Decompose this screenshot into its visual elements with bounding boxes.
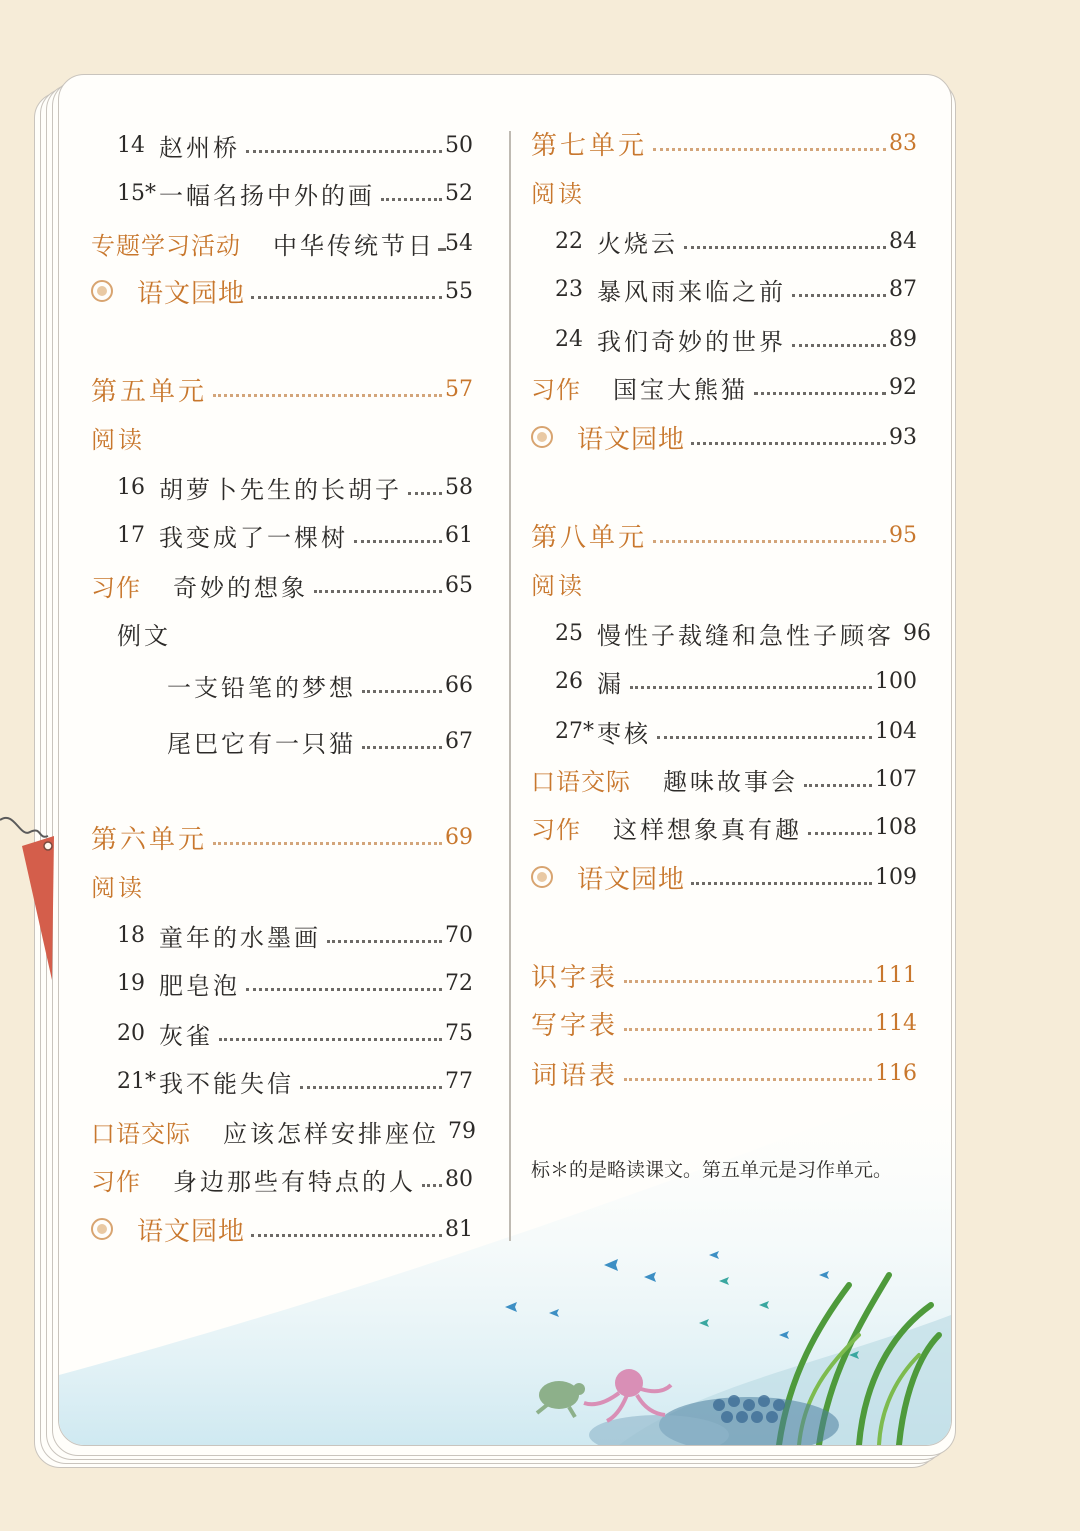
toc-entry[interactable]	[167, 663, 473, 707]
unit-heading[interactable]	[531, 953, 917, 997]
entry-title: 趣味故事会	[663, 767, 798, 796]
circle-bullet-icon	[531, 866, 553, 888]
toc-entry[interactable]	[117, 913, 473, 957]
toc-entry[interactable]	[117, 961, 473, 1005]
dot-leader	[314, 590, 442, 593]
entry-label: 习作	[91, 573, 141, 602]
lesson-number: 19	[117, 970, 145, 996]
entry-label: 口语交际	[531, 767, 631, 796]
entry-title: 中华传统节日	[273, 231, 435, 260]
page-number: 81	[445, 1216, 473, 1242]
page-number: 93	[889, 424, 917, 450]
dot-leader	[246, 150, 442, 153]
entry-title: 应该怎样安排座位	[223, 1119, 439, 1148]
unit-heading[interactable]	[531, 1001, 917, 1045]
page-number: 107	[875, 766, 917, 792]
page-number: 54	[445, 230, 473, 256]
entry-title: 尾巴它有一只猫	[167, 729, 356, 758]
dot-leader	[792, 294, 886, 297]
toc-entry[interactable]	[531, 365, 917, 409]
page-number: 100	[875, 668, 917, 694]
section-title: 阅读	[531, 179, 585, 208]
page-number: 70	[445, 922, 473, 948]
entry-title: 一支铅笔的梦想	[167, 673, 356, 702]
page-number: 104	[875, 718, 917, 744]
page-number: 80	[445, 1166, 473, 1192]
garden-title: 语文园地	[577, 424, 686, 455]
unit-title: 词语表	[531, 1060, 619, 1091]
garden-title: 语文园地	[137, 278, 246, 309]
toc-entry[interactable]	[117, 123, 473, 167]
toc-entry[interactable]	[117, 465, 473, 509]
bookmark-tag	[0, 790, 80, 990]
toc-entry[interactable]	[531, 805, 917, 849]
section-title: 阅读	[91, 873, 145, 902]
dot-leader	[653, 148, 886, 151]
entry-title: 肥皂泡	[159, 971, 240, 1000]
dot-leader	[653, 540, 886, 543]
dot-leader	[362, 690, 442, 693]
unit-heading[interactable]	[531, 121, 917, 165]
toc-entry[interactable]	[117, 1059, 473, 1103]
page-number: 66	[445, 672, 473, 698]
entry-title: 奇妙的想象	[173, 573, 308, 602]
dot-leader	[219, 1038, 442, 1041]
page-number: 69	[445, 824, 473, 850]
dot-leader	[251, 296, 442, 299]
garden-title: 语文园地	[137, 1216, 246, 1247]
entry-title: 暴风雨来临之前	[597, 277, 786, 306]
toc-entry[interactable]	[117, 513, 473, 557]
page-number: 95	[889, 522, 917, 548]
lesson-number: 17	[117, 522, 145, 548]
entry-label: 口语交际	[91, 1119, 191, 1148]
toc-entry[interactable]	[555, 709, 917, 753]
dot-leader	[251, 1234, 442, 1237]
entry-title: 国宝大熊猫	[613, 375, 748, 404]
column-divider	[509, 131, 511, 1241]
unit-title: 识字表	[531, 962, 619, 993]
toc-entry[interactable]	[91, 221, 473, 265]
toc-entry[interactable]	[91, 1207, 473, 1251]
page-number: 116	[875, 1060, 917, 1086]
dot-leader	[808, 832, 872, 835]
page-number: 52	[445, 180, 473, 206]
entry-title: 一幅名扬中外的画	[159, 181, 375, 210]
entry-label: 习作	[531, 815, 581, 844]
dot-leader	[408, 492, 442, 495]
page-number: 67	[445, 728, 473, 754]
unit-title: 第六单元	[91, 824, 208, 855]
toc-entry[interactable]	[531, 415, 917, 459]
entry-label: 习作	[91, 1167, 141, 1196]
dot-leader	[213, 842, 442, 845]
entry-title: 童年的水墨画	[159, 923, 321, 952]
page-number: 87	[889, 276, 917, 302]
page-number: 65	[445, 572, 473, 598]
page-number: 108	[875, 814, 917, 840]
page-number: 89	[889, 326, 917, 352]
page-number: 96	[903, 620, 931, 646]
entry-title: 漏	[597, 669, 624, 698]
page-number: 57	[445, 376, 473, 402]
unit-heading[interactable]	[531, 513, 917, 557]
lesson-number: 16	[117, 474, 145, 500]
unit-title: 第五单元	[91, 376, 208, 407]
dot-leader	[684, 246, 886, 249]
dot-leader	[246, 988, 442, 991]
lesson-number: 20	[117, 1020, 145, 1046]
entry-title: 赵州桥	[159, 133, 240, 162]
toc-entry[interactable]	[531, 855, 917, 899]
unit-title: 写字表	[531, 1010, 619, 1041]
dot-leader	[624, 1078, 872, 1081]
dot-leader	[381, 198, 442, 201]
entry-title: 慢性子裁缝和急性子顾客	[597, 621, 894, 650]
page-number: 77	[445, 1068, 473, 1094]
footnote: 标＊的是略读课文。第五单元是习作单元。	[531, 1159, 893, 1181]
lesson-number: 18	[117, 922, 145, 948]
section-title: 阅读	[91, 425, 145, 454]
circle-bullet-icon	[91, 280, 113, 302]
dot-leader	[624, 1028, 872, 1031]
toc-entry[interactable]	[555, 659, 917, 703]
entry-title: 身边那些有特点的人	[173, 1167, 416, 1196]
lesson-number: 23	[555, 276, 583, 302]
toc-entry[interactable]	[117, 1011, 473, 1055]
lesson-number: 25	[555, 620, 583, 646]
dot-leader	[354, 540, 442, 543]
unit-title: 第七单元	[531, 130, 648, 161]
page-number: 72	[445, 970, 473, 996]
toc-entry[interactable]	[91, 1157, 473, 1201]
circle-bullet-icon	[531, 426, 553, 448]
unit-title: 第八单元	[531, 522, 648, 553]
section-heading	[531, 561, 917, 605]
page-number: 55	[445, 278, 473, 304]
dot-leader	[441, 248, 442, 251]
dot-leader	[624, 980, 872, 983]
toc-entry[interactable]	[555, 219, 917, 263]
toc-entry[interactable]	[91, 1109, 476, 1153]
page-number: 109	[875, 864, 917, 890]
dot-leader	[213, 394, 442, 397]
lesson-number: 21*	[117, 1068, 156, 1094]
toc-entry[interactable]	[91, 563, 473, 607]
entry-title: 胡萝卜先生的长胡子	[159, 475, 402, 504]
dot-leader	[691, 882, 872, 885]
unit-heading[interactable]	[531, 1051, 917, 1095]
section-heading	[91, 415, 473, 459]
entry-title: 我不能失信	[159, 1069, 294, 1098]
dot-leader	[422, 1184, 442, 1187]
page-number: 111	[875, 962, 917, 988]
toc-entry[interactable]	[555, 267, 917, 311]
subsection-title: 例文	[117, 621, 171, 650]
page-number: 114	[875, 1010, 917, 1036]
page-number: 58	[445, 474, 473, 500]
dot-leader	[657, 736, 872, 739]
toc-entry[interactable]	[167, 719, 473, 763]
page-number: 84	[889, 228, 917, 254]
lesson-number: 27*	[555, 718, 594, 744]
toc-page	[58, 74, 952, 1446]
lesson-number: 22	[555, 228, 583, 254]
entry-title: 火烧云	[597, 229, 678, 258]
circle-bullet-icon	[91, 1218, 113, 1240]
garden-title: 语文园地	[577, 864, 686, 895]
page-number: 75	[445, 1020, 473, 1046]
lesson-number: 24	[555, 326, 583, 352]
entry-title: 灰雀	[159, 1021, 213, 1050]
toc-entry[interactable]	[531, 757, 917, 801]
page-number: 50	[445, 132, 473, 158]
dot-leader	[362, 746, 442, 749]
lesson-number: 14	[117, 132, 145, 158]
entry-title: 我们奇妙的世界	[597, 327, 786, 356]
entry-label: 习作	[531, 375, 581, 404]
dot-leader	[792, 344, 886, 347]
section-heading	[91, 863, 473, 907]
toc-entry[interactable]	[555, 611, 931, 655]
dot-leader	[630, 686, 872, 689]
entry-title: 我变成了一棵树	[159, 523, 348, 552]
page-number: 79	[448, 1118, 476, 1144]
subsection-heading	[117, 611, 473, 655]
unit-heading[interactable]	[91, 367, 473, 411]
dot-leader	[327, 940, 442, 943]
toc-entry[interactable]	[117, 171, 473, 215]
entry-label: 专题学习活动	[91, 231, 241, 260]
lesson-number: 26	[555, 668, 583, 694]
page-number: 61	[445, 522, 473, 548]
dot-leader	[691, 442, 886, 445]
entry-title: 这样想象真有趣	[613, 815, 802, 844]
dot-leader	[804, 784, 872, 787]
toc-entry[interactable]	[91, 269, 473, 313]
toc-entry[interactable]	[555, 317, 917, 361]
lesson-number: 15*	[117, 180, 156, 206]
dot-leader	[754, 392, 886, 395]
section-title: 阅读	[531, 571, 585, 600]
dot-leader	[300, 1086, 442, 1089]
unit-heading[interactable]	[91, 815, 473, 859]
entry-title: 枣核	[597, 719, 651, 748]
page-number: 92	[889, 374, 917, 400]
section-heading	[531, 169, 917, 213]
page-number: 83	[889, 130, 917, 156]
